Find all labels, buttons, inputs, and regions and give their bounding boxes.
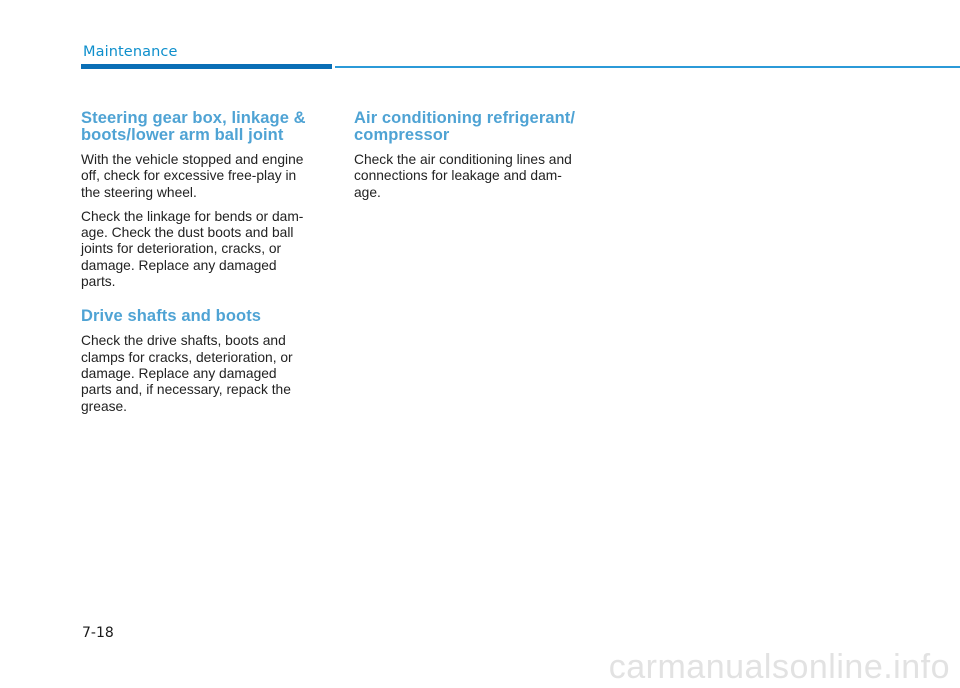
paragraph: With the vehicle stopped and engine off, check for excessive free-play in the steering wheel. — [81, 152, 304, 200]
section-heading: Air conditioning refrigerant/ compressor — [354, 109, 576, 144]
page-number: 7-18 — [82, 625, 114, 641]
section-air-conditioning — [354, 110, 606, 201]
section-drive-shafts — [81, 308, 334, 414]
section-heading: Drive shafts and boots — [81, 307, 262, 326]
watermark: carmanualsonline.info — [608, 648, 950, 686]
paragraph: Check the air conditioning lines and connections for leakage and dam- age. — [354, 152, 572, 200]
paragraph: Check the linkage for bends or dam- age. Check the dust boots and ball joints for deterioration, cracks, or damage. Replace any damaged parts. — [81, 208, 304, 290]
header-rule-thin — [335, 66, 960, 68]
section-steering-gear — [81, 110, 334, 290]
header-title: Maintenance — [83, 44, 178, 60]
paragraph: Check the drive shafts, boots and clamps for cracks, deterioration, or damage. Replace any damaged parts and, if necessary, repack the grease. — [81, 333, 293, 414]
header-rule-thick — [81, 64, 332, 69]
right-column — [354, 110, 606, 219]
section-heading: Steering gear box, linkage & boots/lower arm ball joint — [81, 109, 306, 144]
left-column — [81, 110, 334, 433]
